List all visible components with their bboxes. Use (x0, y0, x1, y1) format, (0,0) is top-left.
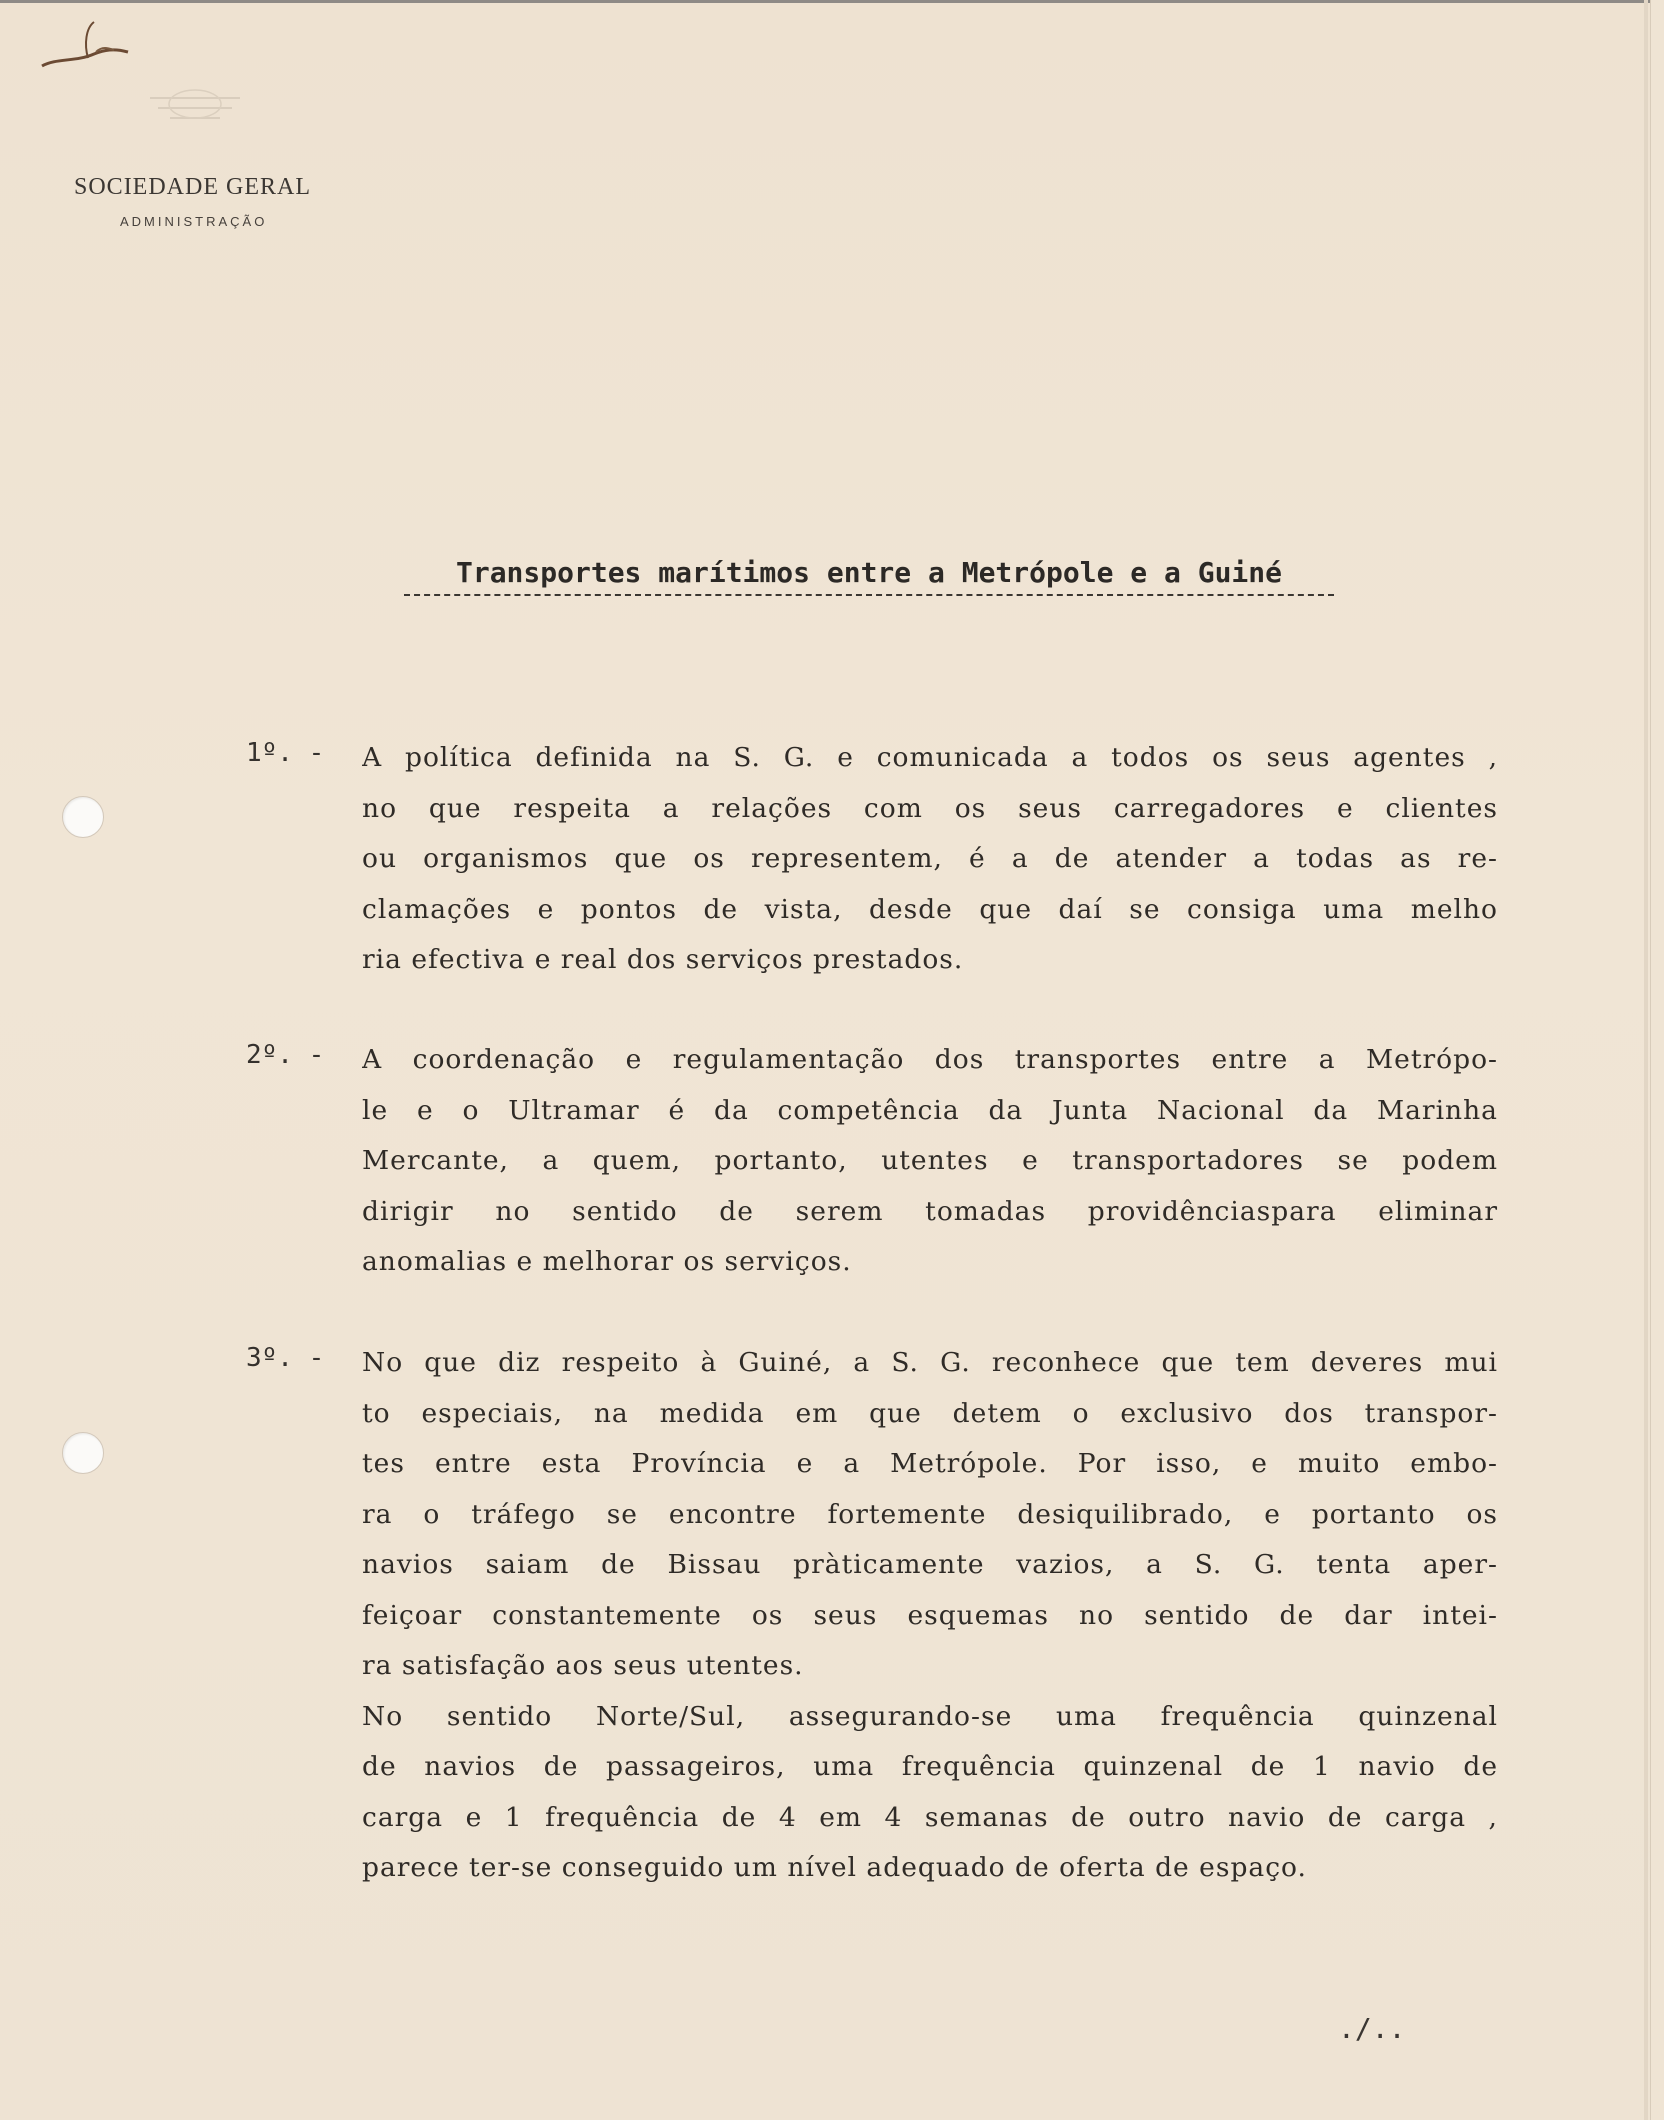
text-line: tes entre esta Província e a Metrópole. Por isso, e muito embo- (362, 1448, 1498, 1479)
text-line: A política definida na S. G. e comunicada a todos os seus agentes , (362, 742, 1498, 773)
text-line: de navios de passageiros, uma frequência quinzenal de 1 navio de (362, 1751, 1498, 1782)
text-line: navios saiam de Bissau pràticamente vazios, a S. G. tenta aper- (362, 1549, 1498, 1580)
document-title: Transportes marítimos entre a Metrópole e a Guiné (455, 556, 1282, 589)
text-line: Mercante, a quem, portanto, utentes e transportadores se podem (362, 1145, 1498, 1176)
text-line: ra o tráfego se encontre fortemente desiquilibrado, e portanto os (362, 1498, 1498, 1530)
text-line: No sentido Norte/Sul, assegurando-se uma frequência quinzenal (362, 1700, 1498, 1732)
company-name: SOCIEDADE GERAL (74, 174, 311, 200)
text-line: dirigir no sentido de serem tomadas providênciaspara eliminar (362, 1195, 1498, 1227)
department-name: ADMINISTRAÇÃO (120, 214, 268, 229)
handwritten-mark-icon (36, 18, 146, 78)
paragraph-2 (362, 1035, 1498, 1288)
punch-hole (62, 1432, 104, 1474)
embossed-seal-icon (140, 68, 250, 138)
text-line: ra satisfação aos seus utentes. (362, 1650, 804, 1681)
text-line: parece ter-se conseguido um nível adequado de oferta de espaço. (362, 1852, 1307, 1883)
text-line: clamações e pontos de vista, desde que daí se consiga uma melho (362, 893, 1498, 925)
top-edge-line (0, 0, 1650, 3)
paragraph-number: 1º. - (246, 738, 325, 768)
text-line: ria efectiva e real dos serviços prestados. (362, 944, 964, 975)
paragraph-number: 2º. - (246, 1040, 325, 1070)
paragraph-1 (362, 733, 1498, 986)
title-underline (404, 594, 1334, 596)
text-line: to especiais, na medida em que detem o exclusivo dos transpor- (362, 1397, 1498, 1429)
text-line: anomalias e melhorar os serviços. (362, 1246, 852, 1277)
continuation-mark: ./.. (1338, 2012, 1406, 2045)
paragraph-number: 3º. - (246, 1343, 325, 1373)
page-edge (1644, 0, 1648, 2120)
text-line: A coordenação e regulamentação dos transportes entre a Metrópo- (362, 1044, 1498, 1075)
punch-hole (62, 796, 104, 838)
text-line: No que diz respeito à Guiné, a S. G. reconhece que tem deveres mui (362, 1347, 1498, 1378)
text-line: carga e 1 frequência de 4 em 4 semanas de outro navio de carga , (362, 1801, 1498, 1833)
text-line: le e o Ultramar é da competência da Junta Nacional da Marinha (362, 1094, 1498, 1126)
text-line: feiçoar constantemente os seus esquemas no sentido de dar intei- (362, 1599, 1498, 1631)
text-line: no que respeita a relações com os seus carregadores e clientes (362, 792, 1498, 824)
text-line: ou organismos que os representem, é a de atender a todas as re- (362, 843, 1498, 874)
paragraph-3 (362, 1338, 1498, 1894)
